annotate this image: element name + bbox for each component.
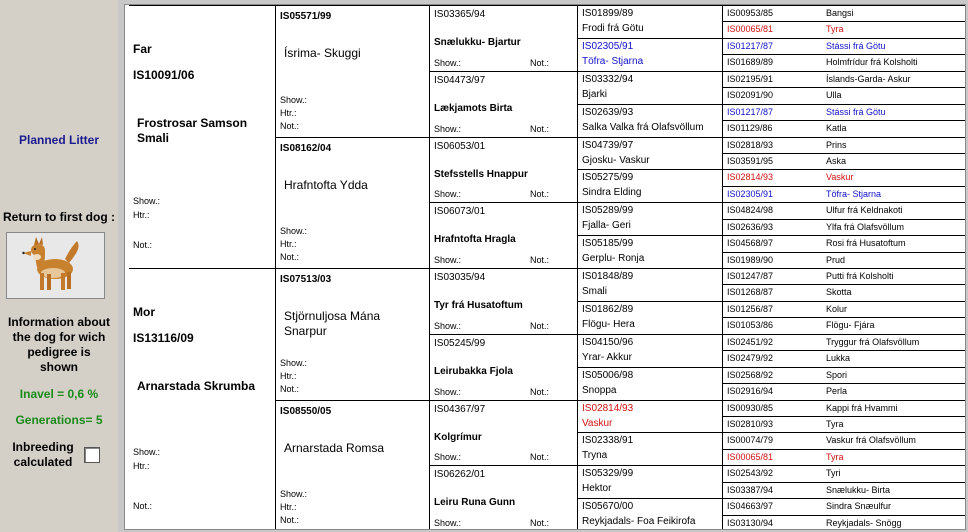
pedigree-gen5-cell xyxy=(722,400,966,416)
gen5-reg-number[interactable]: IS00065/81 xyxy=(727,24,774,35)
gen3-show-label: Show.: xyxy=(434,123,462,134)
pedigree-gen4-cell xyxy=(577,137,722,170)
inbreeding-coefficient: Inavel = 0,6 % xyxy=(19,387,99,401)
gen5-dog-name[interactable]: Rosi frá Husatoftum xyxy=(826,238,906,249)
gen5-dog-name[interactable]: Sindra Snæulfur xyxy=(826,501,892,512)
gen1-reg-number[interactable]: IS13116/09 xyxy=(133,331,194,345)
gen4-dog-name[interactable]: Töfra- Stjarna xyxy=(582,55,644,67)
gen2-reg-number[interactable]: IS05571/99 xyxy=(280,11,332,22)
gen2-htr-label: Htr.: xyxy=(280,502,297,512)
gen3-dog-name[interactable]: Hrafntofta Hragla xyxy=(434,234,516,246)
gen3-not-label: Not.: xyxy=(530,452,550,463)
pedigree-gen4-cell xyxy=(577,465,722,498)
gen4-reg-number[interactable]: IS05185/99 xyxy=(582,238,634,250)
pedigree-gen5-cell xyxy=(722,515,966,530)
gen2-reg-number[interactable]: IS08550/05 xyxy=(280,405,332,417)
pedigree-gen5-cell xyxy=(722,367,966,383)
pedigree-gen5-cell xyxy=(722,104,966,120)
gen3-not-label: Not.: xyxy=(530,255,550,265)
gen4-dog-name[interactable]: Gjosku- Vaskur xyxy=(582,154,650,166)
pedigree-gen5-cell xyxy=(722,498,966,514)
gen1-dog-name[interactable]: Frostrosar Samson Smali xyxy=(137,116,248,145)
gen5-reg-number[interactable]: IS01053/86 xyxy=(727,320,774,331)
gen5-dog-name[interactable]: Snælukku- Birta xyxy=(826,484,891,495)
gen5-dog-name[interactable]: Kolur xyxy=(826,303,848,314)
gen5-reg-number[interactable]: IS02814/93 xyxy=(727,172,774,183)
gen1-htr-label: Htr.: xyxy=(133,210,150,220)
pedigree-gen5-cell xyxy=(722,268,966,284)
gen4-dog-name[interactable]: Frodi frá Götu xyxy=(582,23,644,34)
gen5-reg-number[interactable]: IS02543/92 xyxy=(727,468,774,479)
gen4-dog-name[interactable]: Bjarki xyxy=(582,88,608,100)
gen3-reg-number[interactable]: IS03035/94 xyxy=(434,272,486,283)
pedigree-gen1-cell xyxy=(129,5,275,268)
gen4-reg-number[interactable]: IS05289/99 xyxy=(582,205,634,217)
pedigree-gen2-cell xyxy=(275,5,429,137)
gen1-dog-name[interactable]: Arnarstada Skrumba xyxy=(137,379,256,393)
gen3-reg-number[interactable]: IS06262/01 xyxy=(434,469,486,481)
pedigree-gen3-cell xyxy=(429,5,577,71)
pedigree-gen5-cell xyxy=(722,235,966,251)
gen3-reg-number[interactable]: IS06073/01 xyxy=(434,206,486,218)
pedigree-gen5-cell xyxy=(722,383,966,399)
gen3-dog-name[interactable]: Kolgrímur xyxy=(434,431,482,443)
gen5-dog-name[interactable]: Holmfrídur frá Kolsholti xyxy=(826,57,918,68)
pedigree-gen4-cell xyxy=(577,268,722,301)
pedigree-gen4-cell xyxy=(577,301,722,334)
gen5-reg-number[interactable]: IS02818/93 xyxy=(727,139,774,150)
gen5-dog-name[interactable]: Prud xyxy=(826,254,846,265)
gen5-dog-name[interactable]: Stássi frá Götu xyxy=(826,106,886,117)
gen3-not-label: Not.: xyxy=(530,123,550,134)
gen3-not-label: Not.: xyxy=(530,320,550,331)
gen5-reg-number[interactable]: IS00953/85 xyxy=(727,8,774,18)
gen2-dog-name[interactable]: Stjörnuljosa Mána Snarpur xyxy=(284,309,381,338)
gen5-dog-name[interactable]: Tyri xyxy=(826,468,841,479)
gen5-reg-number[interactable]: IS02451/92 xyxy=(727,336,774,347)
gen5-dog-name[interactable]: Katla xyxy=(826,123,847,134)
pedigree-gen5-cell xyxy=(722,449,966,465)
gen5-dog-name[interactable]: Ulla xyxy=(826,90,842,101)
gen3-dog-name[interactable]: Tyr frá Husatoftum xyxy=(434,300,523,311)
pedigree-gen4-cell xyxy=(577,367,722,400)
gen5-reg-number[interactable]: IS02810/93 xyxy=(727,418,774,429)
pedigree-gen5-cell xyxy=(722,465,966,481)
gen3-not-label: Not.: xyxy=(530,386,550,397)
gen3-show-label: Show.: xyxy=(434,57,462,68)
pedigree-gen5-cell xyxy=(722,416,966,432)
pedigree-gen3-cell xyxy=(429,202,577,268)
pedigree-gen3-cell xyxy=(429,334,577,400)
gen5-reg-number[interactable]: IS01989/90 xyxy=(727,254,774,265)
gen4-reg-number[interactable]: IS02639/93 xyxy=(582,106,634,118)
gen5-reg-number[interactable]: IS04663/97 xyxy=(727,501,774,512)
gen5-reg-number[interactable]: IS03387/94 xyxy=(727,484,774,495)
gen5-reg-number[interactable]: IS01268/87 xyxy=(727,287,774,298)
gen3-show-label: Show.: xyxy=(434,452,462,463)
gen1-show-label: Show.: xyxy=(133,196,161,206)
gen5-reg-number[interactable]: IS00930/85 xyxy=(727,402,774,413)
pedigree-gen2-cell xyxy=(275,400,429,531)
gen4-dog-name[interactable]: Sindra Elding xyxy=(582,187,642,199)
pedigree-gen5-cell xyxy=(722,334,966,350)
gen4-dog-name[interactable]: Gerplu- Ronja xyxy=(582,253,645,265)
gen5-dog-name[interactable]: Tyra xyxy=(826,451,844,462)
gen5-reg-number[interactable]: IS01129/86 xyxy=(727,123,773,134)
gen2-show-label: Show.: xyxy=(280,357,308,368)
gen4-dog-name[interactable]: Hektor xyxy=(582,483,612,495)
gen5-dog-name[interactable]: Vaskur frá Olafsvöllum xyxy=(826,435,916,446)
gen3-not-label: Not.: xyxy=(530,189,550,200)
gen5-reg-number[interactable]: IS02305/91 xyxy=(727,188,774,199)
pedigree-gen4-cell xyxy=(577,432,722,465)
gen2-show-label: Show.: xyxy=(280,489,308,499)
gen5-dog-name[interactable]: Putti frá Kolsholti xyxy=(826,271,894,281)
gen4-dog-name[interactable]: Snoppa xyxy=(582,384,617,396)
pedigree-gen4-cell xyxy=(577,169,722,202)
pedigree-gen5-cell xyxy=(722,284,966,300)
pedigree-gen5-cell xyxy=(722,350,966,366)
gen5-reg-number[interactable]: IS02916/94 xyxy=(727,386,774,397)
gen4-reg-number[interactable]: IS05670/00 xyxy=(582,501,634,513)
return-to-first-dog-label: Return to first dog : xyxy=(3,210,115,224)
gen4-reg-number[interactable]: IS02814/93 xyxy=(582,402,634,414)
planned-litter-link[interactable]: Planned Litter xyxy=(18,133,99,147)
gen4-reg-number[interactable]: IS01848/89 xyxy=(582,271,634,282)
gen4-reg-number[interactable]: IS05329/99 xyxy=(582,468,634,480)
dog-info-text: Information about the dog for wich pedigree is shown xyxy=(8,315,110,374)
generations-count: Generations= 5 xyxy=(15,413,103,427)
gen3-dog-name[interactable]: Lækjamots Birta xyxy=(434,102,513,114)
gen3-not-label: Not.: xyxy=(530,57,550,68)
gen5-dog-name[interactable]: Stássi frá Götu xyxy=(826,40,886,51)
return-to-first-dog-button[interactable] xyxy=(6,232,105,299)
gen4-reg-number[interactable]: IS05275/99 xyxy=(582,172,634,184)
gen4-reg-number[interactable]: IS02305/91 xyxy=(582,40,634,52)
gen1-show-label: Show.: xyxy=(133,447,161,457)
gen4-dog-name[interactable]: Reykjadals- Foa Feikirofa xyxy=(582,516,696,528)
gen4-reg-number[interactable]: IS04739/97 xyxy=(582,139,634,151)
gen5-dog-name[interactable]: Aska xyxy=(826,155,847,166)
gen2-htr-label: Htr.: xyxy=(280,370,297,381)
sidebar xyxy=(0,0,118,532)
gen4-reg-number[interactable]: IS03332/94 xyxy=(582,73,634,85)
gen4-dog-name[interactable]: Salka Valka frá Olafsvöllum xyxy=(582,121,704,133)
pedigree-gen5-cell xyxy=(722,169,966,185)
gen2-show-label: Show.: xyxy=(280,226,308,236)
pedigree-gen5-cell xyxy=(722,71,966,87)
gen5-reg-number[interactable]: IS03591/95 xyxy=(727,155,774,166)
gen5-dog-name[interactable]: Flögu- Fjára xyxy=(826,320,875,331)
pedigree-gen5-cell xyxy=(722,38,966,54)
gen1-not-label: Not.: xyxy=(133,501,153,511)
gen2-reg-number[interactable]: IS08162/04 xyxy=(280,142,332,154)
pedigree-gen1-cell xyxy=(129,268,275,530)
gen5-dog-name[interactable]: Skotta xyxy=(826,287,852,298)
pedigree-table xyxy=(124,4,966,530)
gen5-reg-number[interactable]: IS01217/87 xyxy=(727,40,774,51)
gen5-reg-number[interactable]: IS02568/92 xyxy=(727,369,774,380)
gen5-reg-number[interactable]: IS00074/79 xyxy=(727,435,774,446)
gen3-dog-name[interactable]: Leiru Runa Gunn xyxy=(434,497,516,509)
pedigree-gen5-cell xyxy=(722,120,966,136)
gen1-role: Mor xyxy=(133,305,155,319)
gen2-dog-name[interactable]: Hrafntofta Ydda xyxy=(284,177,368,192)
pedigree-gen3-cell xyxy=(429,137,577,203)
gen4-dog-name[interactable]: Flögu- Hera xyxy=(582,318,635,330)
pedigree-gen5-cell xyxy=(722,87,966,103)
gen1-reg-number[interactable]: IS10091/06 xyxy=(133,68,195,82)
gen5-reg-number[interactable]: IS01256/87 xyxy=(727,303,774,314)
pedigree-gen5-cell xyxy=(722,482,966,498)
gen1-not-label: Not.: xyxy=(133,240,153,250)
pedigree-gen5-cell xyxy=(722,301,966,317)
gen4-dog-name[interactable]: Fjalla- Geri xyxy=(582,220,631,232)
gen5-dog-name[interactable]: Íslands-Garda- Askur xyxy=(826,73,911,84)
pedigree-gen3-cell xyxy=(429,71,577,137)
pedigree-gen5-cell xyxy=(722,137,966,153)
gen5-dog-name[interactable]: Töfra- Stjarna xyxy=(826,188,882,199)
gen1-htr-label: Htr.: xyxy=(133,461,150,471)
gen3-show-label: Show.: xyxy=(434,320,462,331)
gen2-not-label: Not.: xyxy=(280,383,300,394)
gen5-dog-name[interactable]: Reykjadals- Snögg xyxy=(826,517,902,528)
gen5-dog-name[interactable]: Vaskur xyxy=(826,172,854,183)
pedigree-gen3-cell xyxy=(429,465,577,530)
gen2-reg-number[interactable]: IS07513/03 xyxy=(280,274,332,285)
gen5-reg-number[interactable]: IS04568/97 xyxy=(727,238,774,249)
gen4-dog-name[interactable]: Tryna xyxy=(582,450,608,462)
gen3-reg-number[interactable]: IS04367/97 xyxy=(434,403,486,415)
pedigree-gen5-cell xyxy=(722,54,966,70)
gen2-htr-label: Htr.: xyxy=(280,107,297,118)
pedigree-gen4-cell xyxy=(577,202,722,235)
gen2-not-label: Not.: xyxy=(280,252,300,262)
gen5-dog-name[interactable]: Tyra xyxy=(826,24,844,35)
pedigree-gen4-cell xyxy=(577,38,722,71)
pedigree-gen5-cell xyxy=(722,5,966,21)
pedigree-gen5-cell xyxy=(722,202,966,218)
gen5-reg-number[interactable]: IS02479/92 xyxy=(727,353,774,364)
gen2-htr-label: Htr.: xyxy=(280,239,297,249)
gen3-dog-name[interactable]: Snælukku- Bjartur xyxy=(434,37,521,48)
pedigree-gen5-cell xyxy=(722,432,966,448)
inbreeding-calculated-checkbox[interactable] xyxy=(84,447,100,463)
gen3-not-label: Not.: xyxy=(530,518,550,528)
gen5-reg-number[interactable]: IS02636/93 xyxy=(727,221,774,232)
pedigree-gen4-cell xyxy=(577,71,722,104)
pedigree-gen4-cell xyxy=(577,235,722,268)
gen5-reg-number[interactable]: IS01247/87 xyxy=(727,271,774,281)
gen5-reg-number[interactable]: IS03130/94 xyxy=(727,517,774,528)
gen5-reg-number[interactable]: IS01217/87 xyxy=(727,106,774,117)
gen3-reg-number[interactable]: IS03365/94 xyxy=(434,9,486,20)
pedigree-gen2-cell xyxy=(275,137,429,269)
gen5-reg-number[interactable]: IS02091/90 xyxy=(727,90,774,101)
pedigree-gen4-cell xyxy=(577,498,722,530)
gen5-dog-name[interactable]: Lukka xyxy=(826,353,851,364)
inbreeding-calculated-label: Inbreeding calculated xyxy=(12,440,74,469)
gen5-dog-name[interactable]: Tryggur frá Olafsvöllum xyxy=(826,336,920,347)
gen2-not-label: Not.: xyxy=(280,515,300,525)
gen5-reg-number[interactable]: IS00065/81 xyxy=(727,451,774,462)
gen5-dog-name[interactable]: Prins xyxy=(826,139,847,150)
gen2-not-label: Not.: xyxy=(280,120,300,131)
gen2-dog-name[interactable]: Arnarstada Romsa xyxy=(284,440,385,455)
gen4-dog-name[interactable]: Yrar- Akkur xyxy=(582,351,633,363)
gen3-reg-number[interactable]: IS05245/99 xyxy=(434,337,486,349)
pedigree-gen5-cell xyxy=(722,186,966,202)
pedigree-gen4-cell xyxy=(577,400,722,433)
pedigree-gen3-cell xyxy=(429,268,577,334)
gen4-dog-name[interactable]: Vaskur xyxy=(582,417,613,429)
pedigree-gen2-cell xyxy=(275,268,429,400)
gen5-dog-name[interactable]: Bangsi xyxy=(826,8,854,18)
gen3-dog-name[interactable]: Stefsstells Hnappur xyxy=(434,168,528,180)
pedigree-gen5-cell xyxy=(722,317,966,333)
gen4-reg-number[interactable]: IS05006/98 xyxy=(582,369,634,381)
pedigree-gen5-cell xyxy=(722,153,966,169)
pedigree-gen5-cell xyxy=(722,252,966,268)
gen3-show-label: Show.: xyxy=(434,386,462,397)
pedigree-gen4-cell xyxy=(577,5,722,38)
pedigree-gen5-cell xyxy=(722,219,966,235)
gen3-reg-number[interactable]: IS06053/01 xyxy=(434,140,486,152)
gen5-dog-name[interactable]: Ulfur frá Keldnakoti xyxy=(826,205,903,216)
gen4-reg-number[interactable]: IS01899/89 xyxy=(582,8,634,19)
pedigree-gen3-cell xyxy=(429,400,577,466)
gen3-show-label: Show.: xyxy=(434,189,462,200)
gen4-reg-number[interactable]: IS04150/96 xyxy=(582,336,634,348)
pedigree-gen5-cell xyxy=(722,21,966,37)
gen1-role: Far xyxy=(133,42,152,56)
gen4-reg-number[interactable]: IS01862/89 xyxy=(582,303,634,315)
gen2-dog-name[interactable]: Ísrima- Skuggi xyxy=(284,46,361,60)
gen4-dog-name[interactable]: Smali xyxy=(582,286,608,297)
gen5-reg-number[interactable]: IS02195/91 xyxy=(727,73,774,84)
gen5-dog-name[interactable]: Spori xyxy=(826,369,848,380)
gen5-dog-name[interactable]: Perla xyxy=(826,386,848,397)
gen5-reg-number[interactable]: IS04824/98 xyxy=(727,205,774,216)
gen5-dog-name[interactable]: Ylfa frá Olafsvöllum xyxy=(826,221,905,232)
gen3-show-label: Show.: xyxy=(434,518,462,528)
gen5-dog-name[interactable]: Kappi frá Hvammi xyxy=(826,402,898,413)
gen4-reg-number[interactable]: IS02338/91 xyxy=(582,435,634,447)
gen3-show-label: Show.: xyxy=(434,255,462,265)
gen3-dog-name[interactable]: Leirubakka Fjola xyxy=(434,365,513,377)
dog-thumbnail-icon xyxy=(7,233,104,298)
gen5-dog-name[interactable]: Tyra xyxy=(826,418,844,429)
gen2-show-label: Show.: xyxy=(280,94,308,105)
pedigree-gen4-cell xyxy=(577,334,722,367)
gen5-reg-number[interactable]: IS01689/89 xyxy=(727,57,774,68)
gen3-reg-number[interactable]: IS04473/97 xyxy=(434,74,486,86)
pedigree-gen4-cell xyxy=(577,104,722,137)
